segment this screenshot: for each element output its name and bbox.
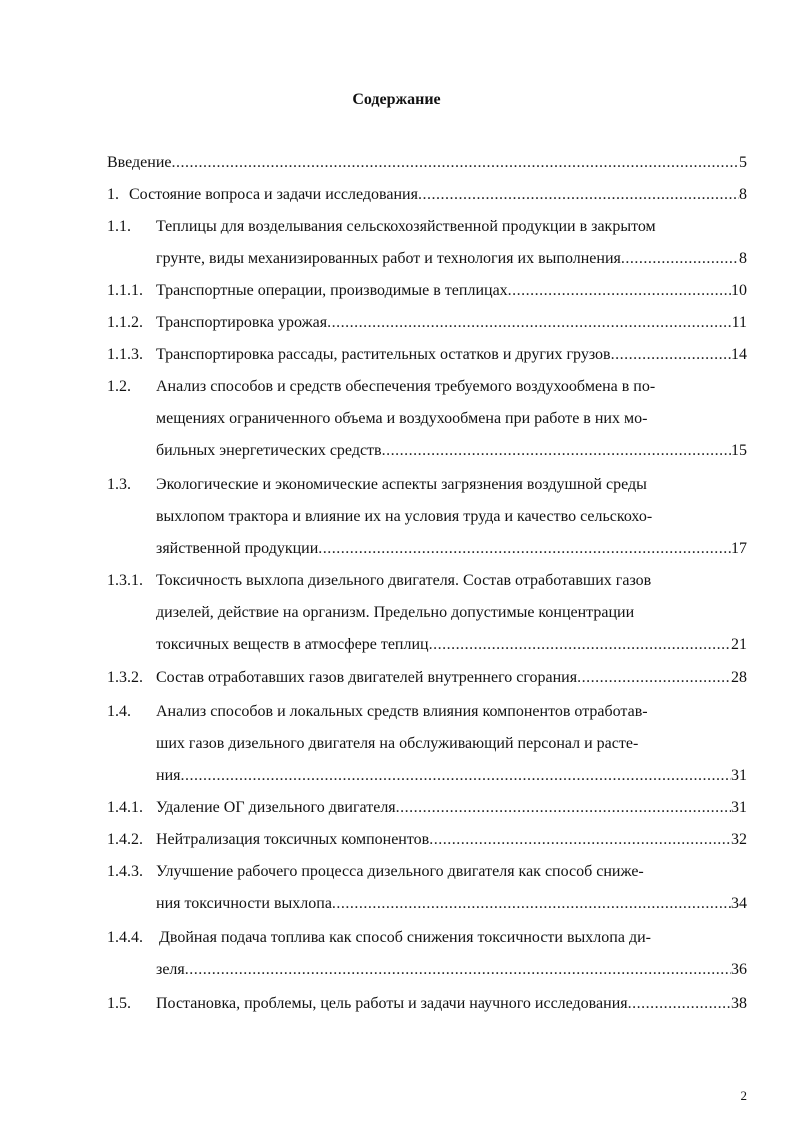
toc-entry-title: Токсичность выхлопа дизельного двигателя. Состав отработавших газов bbox=[156, 572, 652, 589]
toc-entry-title: выхлопом трактора и влияние их на условия труда и качество сельскохо- bbox=[156, 508, 653, 525]
toc-entry-title: Теплицы для возделывания сельскохозяйственной продукции в закрытом bbox=[156, 218, 656, 235]
toc-page-number: 11 bbox=[731, 314, 747, 331]
toc-page-number: 10 bbox=[731, 282, 747, 299]
toc-entry-title: Транспортировка урожая bbox=[156, 314, 328, 331]
toc-entry-number: 1.1. bbox=[107, 218, 131, 235]
toc-entry-title: Постановка, проблемы, цель работы и задачи научного исследования bbox=[156, 995, 628, 1012]
toc-entry-title: мещениях ограниченного объема и воздухообмена при работе в них мо- bbox=[156, 410, 648, 427]
toc-entry-title: Анализ способов и средств обеспечения требуемого воздухообмена в по- bbox=[156, 378, 656, 395]
toc-entry-number: 1.1.2. bbox=[107, 314, 143, 331]
toc-entry-number: 1.4.4. bbox=[107, 929, 143, 946]
toc-entry-title: грунте, виды механизированных работ и технология их выполнения bbox=[156, 250, 621, 267]
toc-entry-title: Состояние вопроса и задачи исследования bbox=[129, 186, 418, 203]
toc-page-number: 14 bbox=[731, 346, 747, 363]
toc-entry-number: 1.5. bbox=[107, 995, 131, 1012]
toc-entry-title: Удаление ОГ дизельного двигателя bbox=[156, 799, 396, 816]
toc-entry-number: 1.2. bbox=[107, 378, 131, 395]
toc-entry-title: Экологические и экономические аспекты загрязнения воздушной среды bbox=[156, 476, 647, 493]
toc-entry-title: Введение bbox=[107, 154, 172, 171]
toc-page-number: 36 bbox=[731, 961, 747, 978]
toc-page-number: 21 bbox=[731, 636, 747, 653]
toc-page-number: 34 bbox=[731, 895, 747, 912]
toc-entry-title: Двойная подача топлива как способ снижения токсичности выхлопа ди- bbox=[159, 929, 651, 946]
toc-entry-title: ния bbox=[156, 767, 181, 784]
toc-entry-number: 1.3.1. bbox=[107, 572, 143, 589]
toc-entry-number: 1.3.2. bbox=[107, 669, 143, 686]
toc-page-number: 28 bbox=[731, 669, 747, 686]
toc-entry-number: 1.4.1. bbox=[107, 799, 143, 816]
toc-page-number: 38 bbox=[731, 995, 747, 1012]
toc-entry-title: зеля bbox=[156, 961, 185, 978]
toc-entry-number: 1.4.2. bbox=[107, 831, 143, 848]
toc-entry-number: 1.4.3. bbox=[107, 863, 143, 880]
toc-page-number: 15 bbox=[731, 442, 747, 459]
toc-entry-number: 1.1.3. bbox=[107, 346, 143, 363]
toc-entry-title: токсичных веществ в атмосфере теплиц bbox=[156, 636, 429, 653]
toc-entry-title: Нейтрализация токсичных компонентов bbox=[156, 831, 430, 848]
toc-page-number: 8 bbox=[739, 186, 747, 203]
toc-entry-title: Транспортные операции, производимые в теплицах bbox=[156, 282, 508, 299]
toc-entry-number: 1.3. bbox=[107, 476, 131, 493]
toc-entry-title: ния токсичности выхлопа bbox=[156, 895, 332, 912]
toc-entry-title: дизелей, действие на организм. Предельно допустимые концентрации bbox=[156, 604, 635, 621]
toc-page-number: 5 bbox=[739, 154, 747, 171]
toc-entry-title: бильных энергетических средств bbox=[156, 442, 382, 459]
toc-page-number: 31 bbox=[731, 799, 747, 816]
toc-entry-title: Транспортировка рассады, растительных остатков и других грузов bbox=[156, 346, 611, 363]
toc-entry-title: Состав отработавших газов двигателей внутреннего сгорания bbox=[156, 669, 578, 686]
toc-page-number: 31 bbox=[731, 767, 747, 784]
toc-entry-title: ших газов дизельного двигателя на обслуживающий персонал и расте- bbox=[156, 735, 639, 752]
toc-entry-title: Анализ способов и локальных средств влияния компонентов отработав- bbox=[156, 703, 648, 720]
toc-entry-number: 1.4. bbox=[107, 703, 131, 720]
toc-entry-title: зяйственной продукции bbox=[156, 540, 319, 557]
toc-entry-number: 1. bbox=[107, 186, 119, 203]
page-title: Содержание bbox=[352, 91, 441, 108]
toc-page-number: 8 bbox=[739, 250, 747, 267]
toc-entry-number: 1.1.1. bbox=[107, 282, 143, 299]
toc-page-number: 17 bbox=[731, 540, 747, 557]
page-number: 2 bbox=[740, 1088, 747, 1103]
toc-entry-title: Улучшение рабочего процесса дизельного двигателя как способ сниже- bbox=[156, 863, 644, 880]
toc-page-number: 32 bbox=[731, 831, 747, 848]
